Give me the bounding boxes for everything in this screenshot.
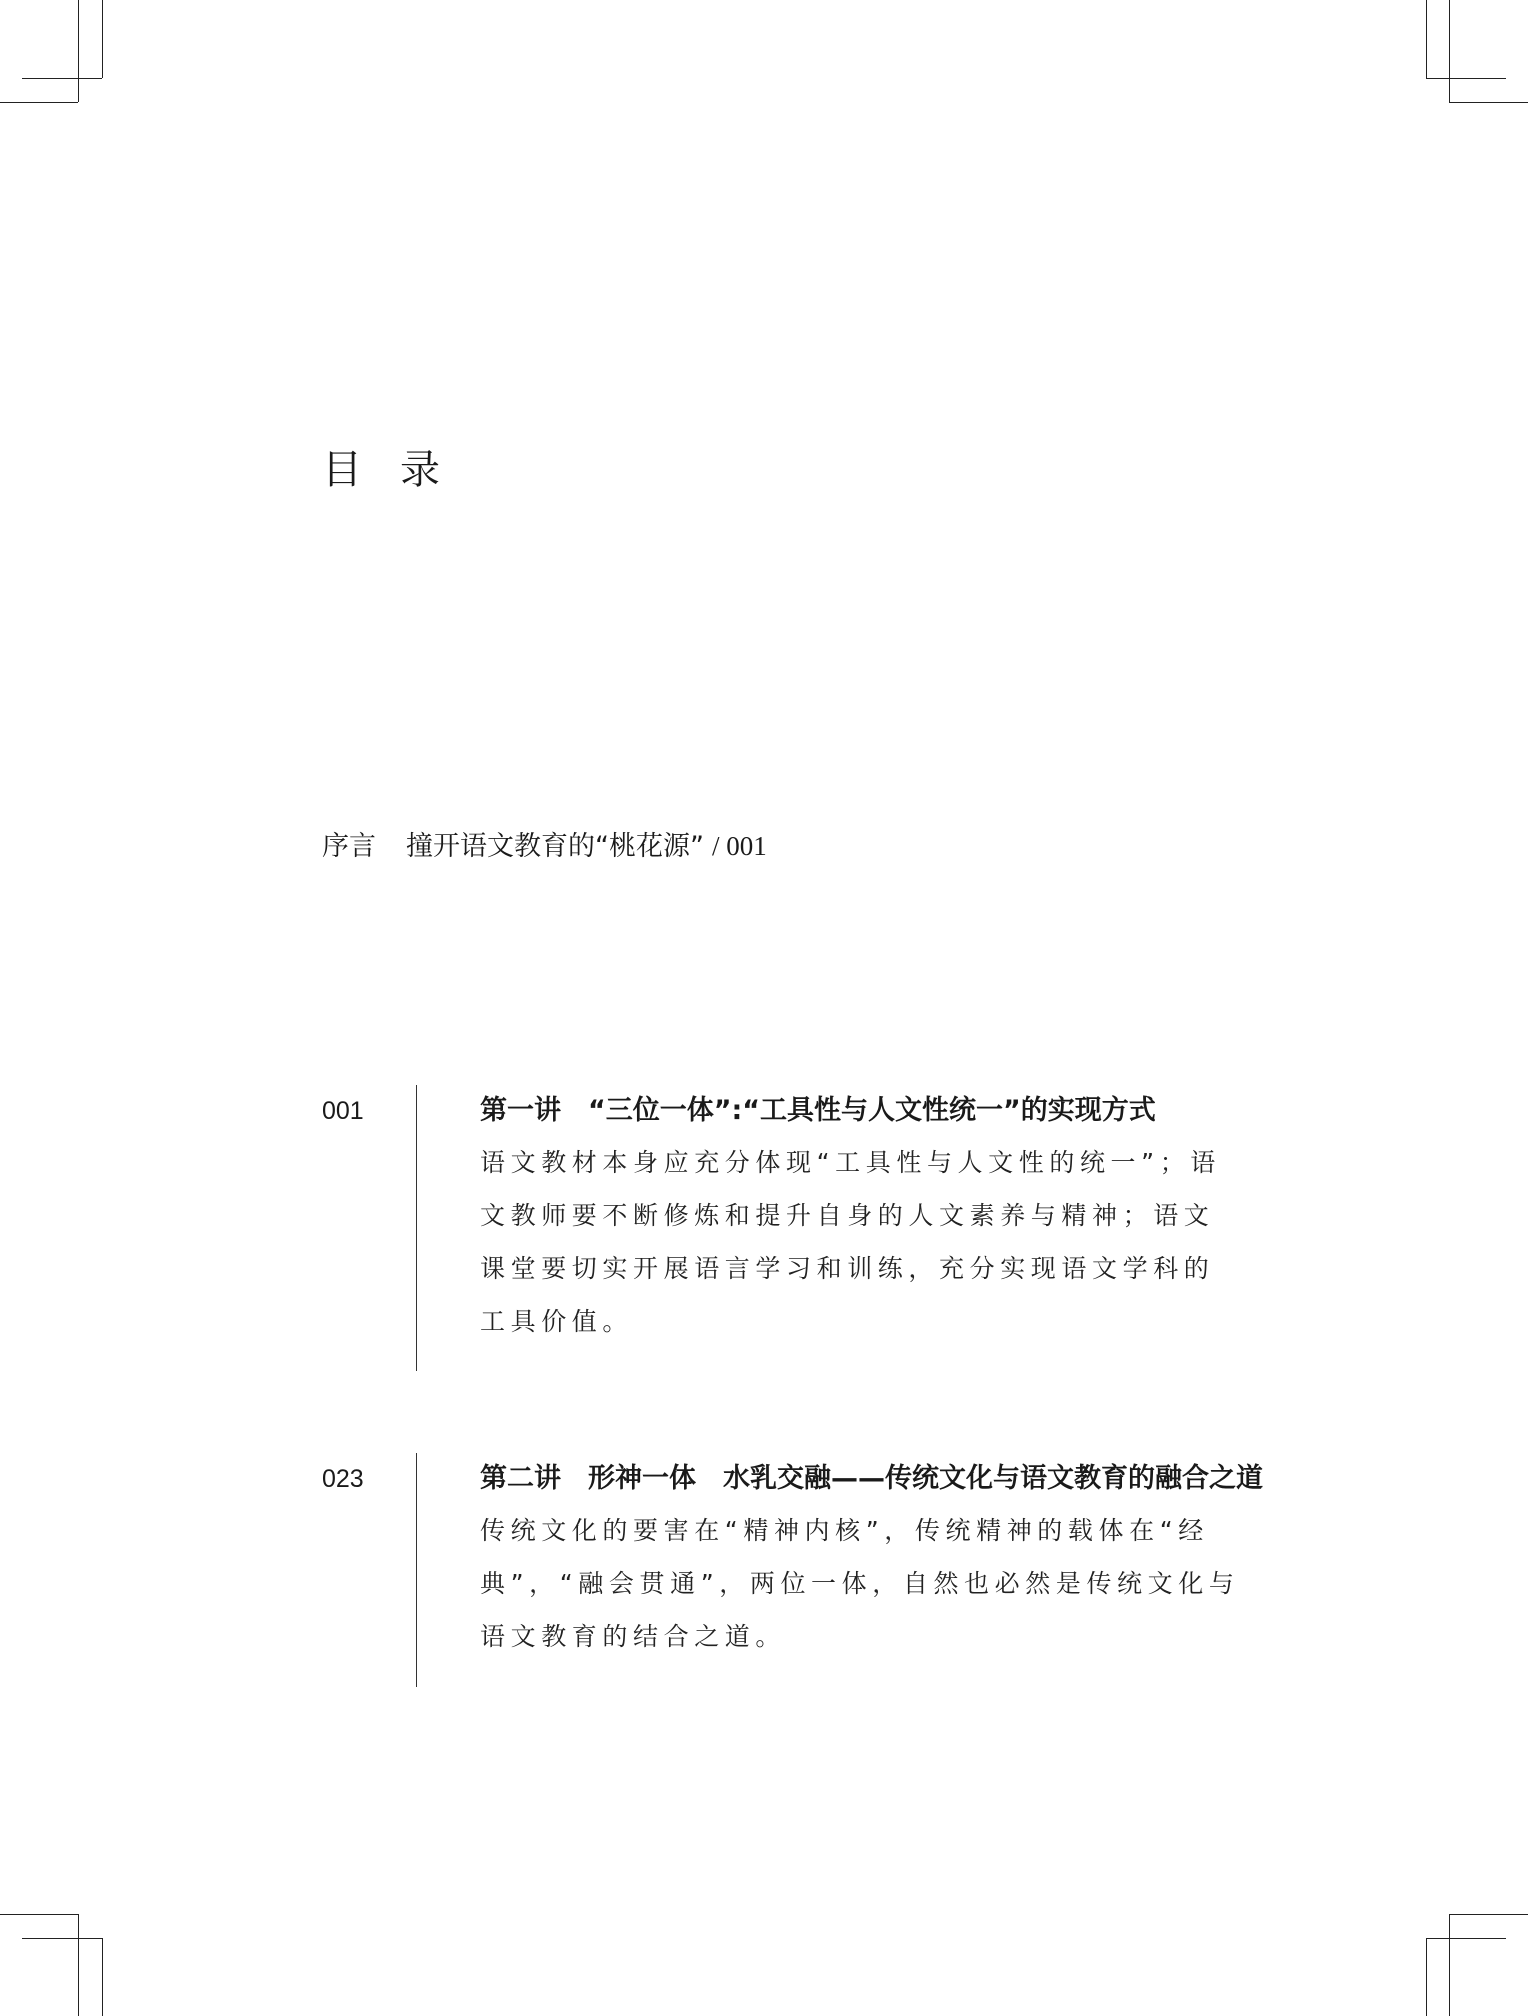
chapter-description: 传统文化的要害在“精神内核”，传统精神的载体在“经典”，“融会贯通”，两位一体，自然也必然是传统文化与语文教育的结合之道。: [480, 1516, 1240, 1651]
crop-mark-top-left-h2: [0, 102, 78, 103]
chapter-content: [480, 1453, 1263, 1663]
preface-label: 序言: [322, 831, 376, 862]
crop-mark-bottom-right-v2: [1426, 1938, 1427, 2016]
toc-title: 目录: [322, 447, 478, 493]
chapter-divider-line: [416, 1085, 417, 1371]
crop-mark-top-left-v2: [102, 0, 103, 78]
crop-mark-bottom-left-v: [78, 1914, 79, 2016]
preface-page-number: / 001: [711, 831, 767, 861]
chapter-title: 第二讲 形神一体 水乳交融——传统文化与语文教育的融合之道: [480, 1463, 1263, 1494]
crop-mark-top-right-v: [1449, 0, 1450, 102]
chapter-page-number: 023: [322, 1465, 364, 1493]
crop-mark-top-right-h: [1426, 78, 1506, 79]
crop-mark-top-left-v: [78, 0, 79, 102]
crop-mark-bottom-right-v: [1449, 1914, 1450, 2016]
chapter-content: [480, 1085, 1244, 1348]
crop-mark-top-left-h: [22, 78, 102, 79]
crop-mark-top-right-v2: [1426, 0, 1427, 78]
crop-mark-bottom-right-h: [1426, 1938, 1506, 1939]
chapter-page-number: 001: [322, 1097, 364, 1125]
crop-mark-bottom-left-v2: [102, 1938, 103, 2016]
crop-mark-top-right-h2: [1449, 102, 1528, 103]
preface-entry[interactable]: [322, 826, 767, 867]
crop-mark-bottom-left-h2: [0, 1914, 78, 1915]
chapter-divider-line: [416, 1453, 417, 1687]
chapter-title: 第一讲 “三位一体”:“工具性与人文性统一”的实现方式: [480, 1095, 1156, 1126]
crop-mark-bottom-right-h2: [1449, 1914, 1528, 1915]
crop-mark-bottom-left-h: [22, 1938, 102, 1939]
preface-title: 撞开语文教育的“桃花源”: [406, 831, 704, 862]
chapter-description: 语文教材本身应充分体现“工具性与人文性的统一”；语文教师要不断修炼和提升自身的人文素养与精神；语文课堂要切实开展语言学习和训练，充分实现语文学科的工具价值。: [480, 1148, 1221, 1336]
